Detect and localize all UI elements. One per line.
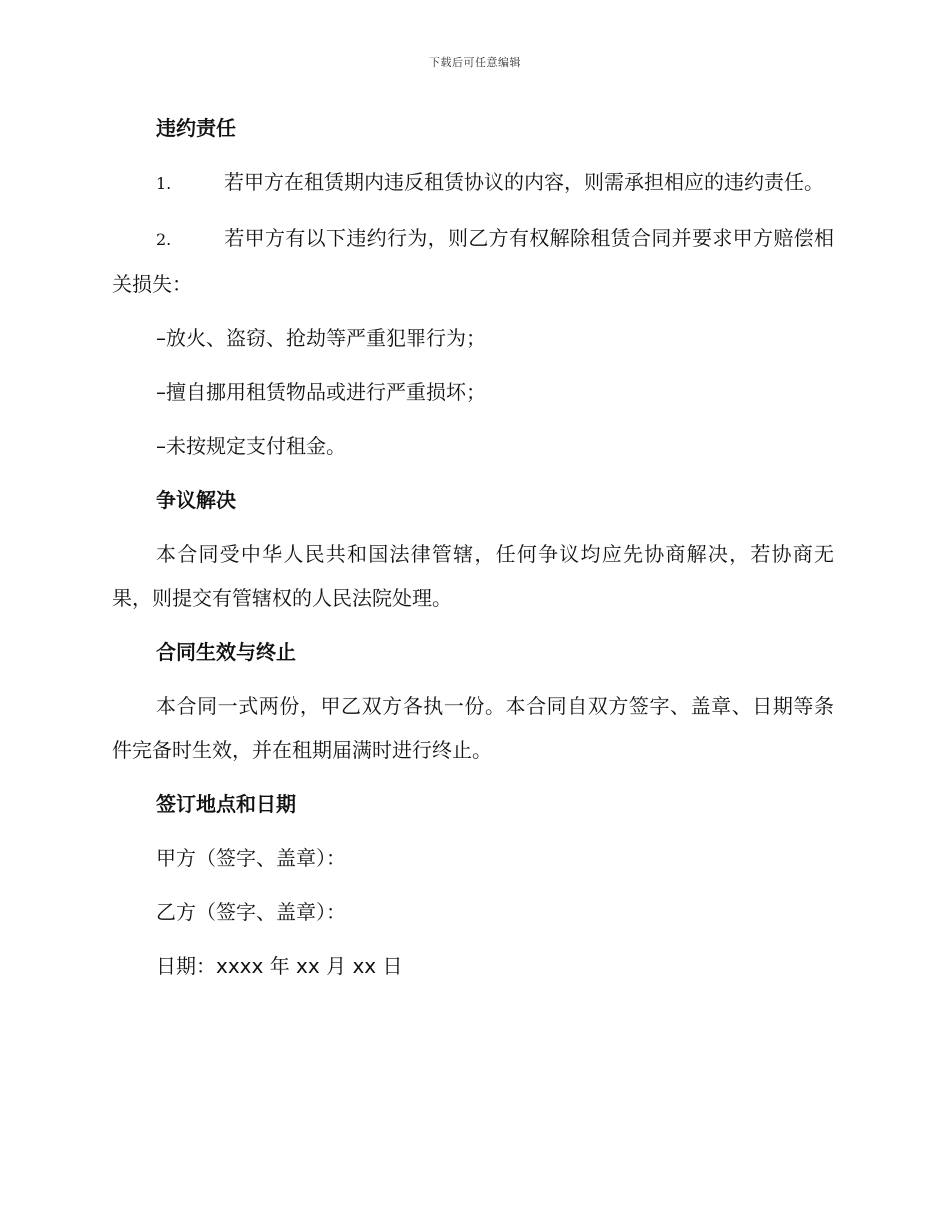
breach-bullet-3: –未按规定支付租金。: [156, 434, 346, 458]
item-text: 若甲方在租赁期内违反租赁协议的内容，则需承担相应的违约责任。: [224, 170, 824, 194]
item-number: 1.: [156, 174, 172, 193]
effect-paragraph: 本合同一式两份，甲乙双方各执一份。本合同自双方签字、盖章、日期等条件完备时生效，并在租期届满时进行终止。: [112, 694, 834, 762]
party-b-signature-line: 乙方（签字、盖章）：: [156, 900, 346, 924]
dispute-paragraph: 本合同受中华人民共和国法律管辖，任何争议均应先协商解决，若协商无果，则提交有管辖权的人民法院处理。: [112, 542, 834, 610]
party-a-signature-line: 甲方（签字、盖章）：: [156, 846, 346, 870]
section-title-dispute: 争议解决: [156, 488, 236, 512]
breach-item-2: [112, 216, 834, 306]
breach-bullet-1: –放火、盗窃、抢劫等严重犯罪行为；: [156, 326, 486, 350]
document-body: [112, 106, 834, 998]
page-header: 下载后可任意编辑: [429, 56, 521, 69]
breach-bullet-2: –擅自挪用租赁物品或进行严重损坏；: [156, 380, 486, 404]
section-title-signing: 签订地点和日期: [156, 792, 296, 816]
section-title-effect: 合同生效与终止: [156, 640, 296, 664]
breach-item-1: [112, 160, 834, 206]
section-title-breach: 违约责任: [156, 116, 236, 140]
item-number: 2.: [156, 230, 172, 249]
item-text: 若甲方有以下违约行为，则乙方有权解除租赁合同并要求甲方赔偿相关损失：: [112, 226, 834, 296]
signing-date-line: 日期：xxxx 年 xx 月 xx 日: [156, 954, 403, 978]
